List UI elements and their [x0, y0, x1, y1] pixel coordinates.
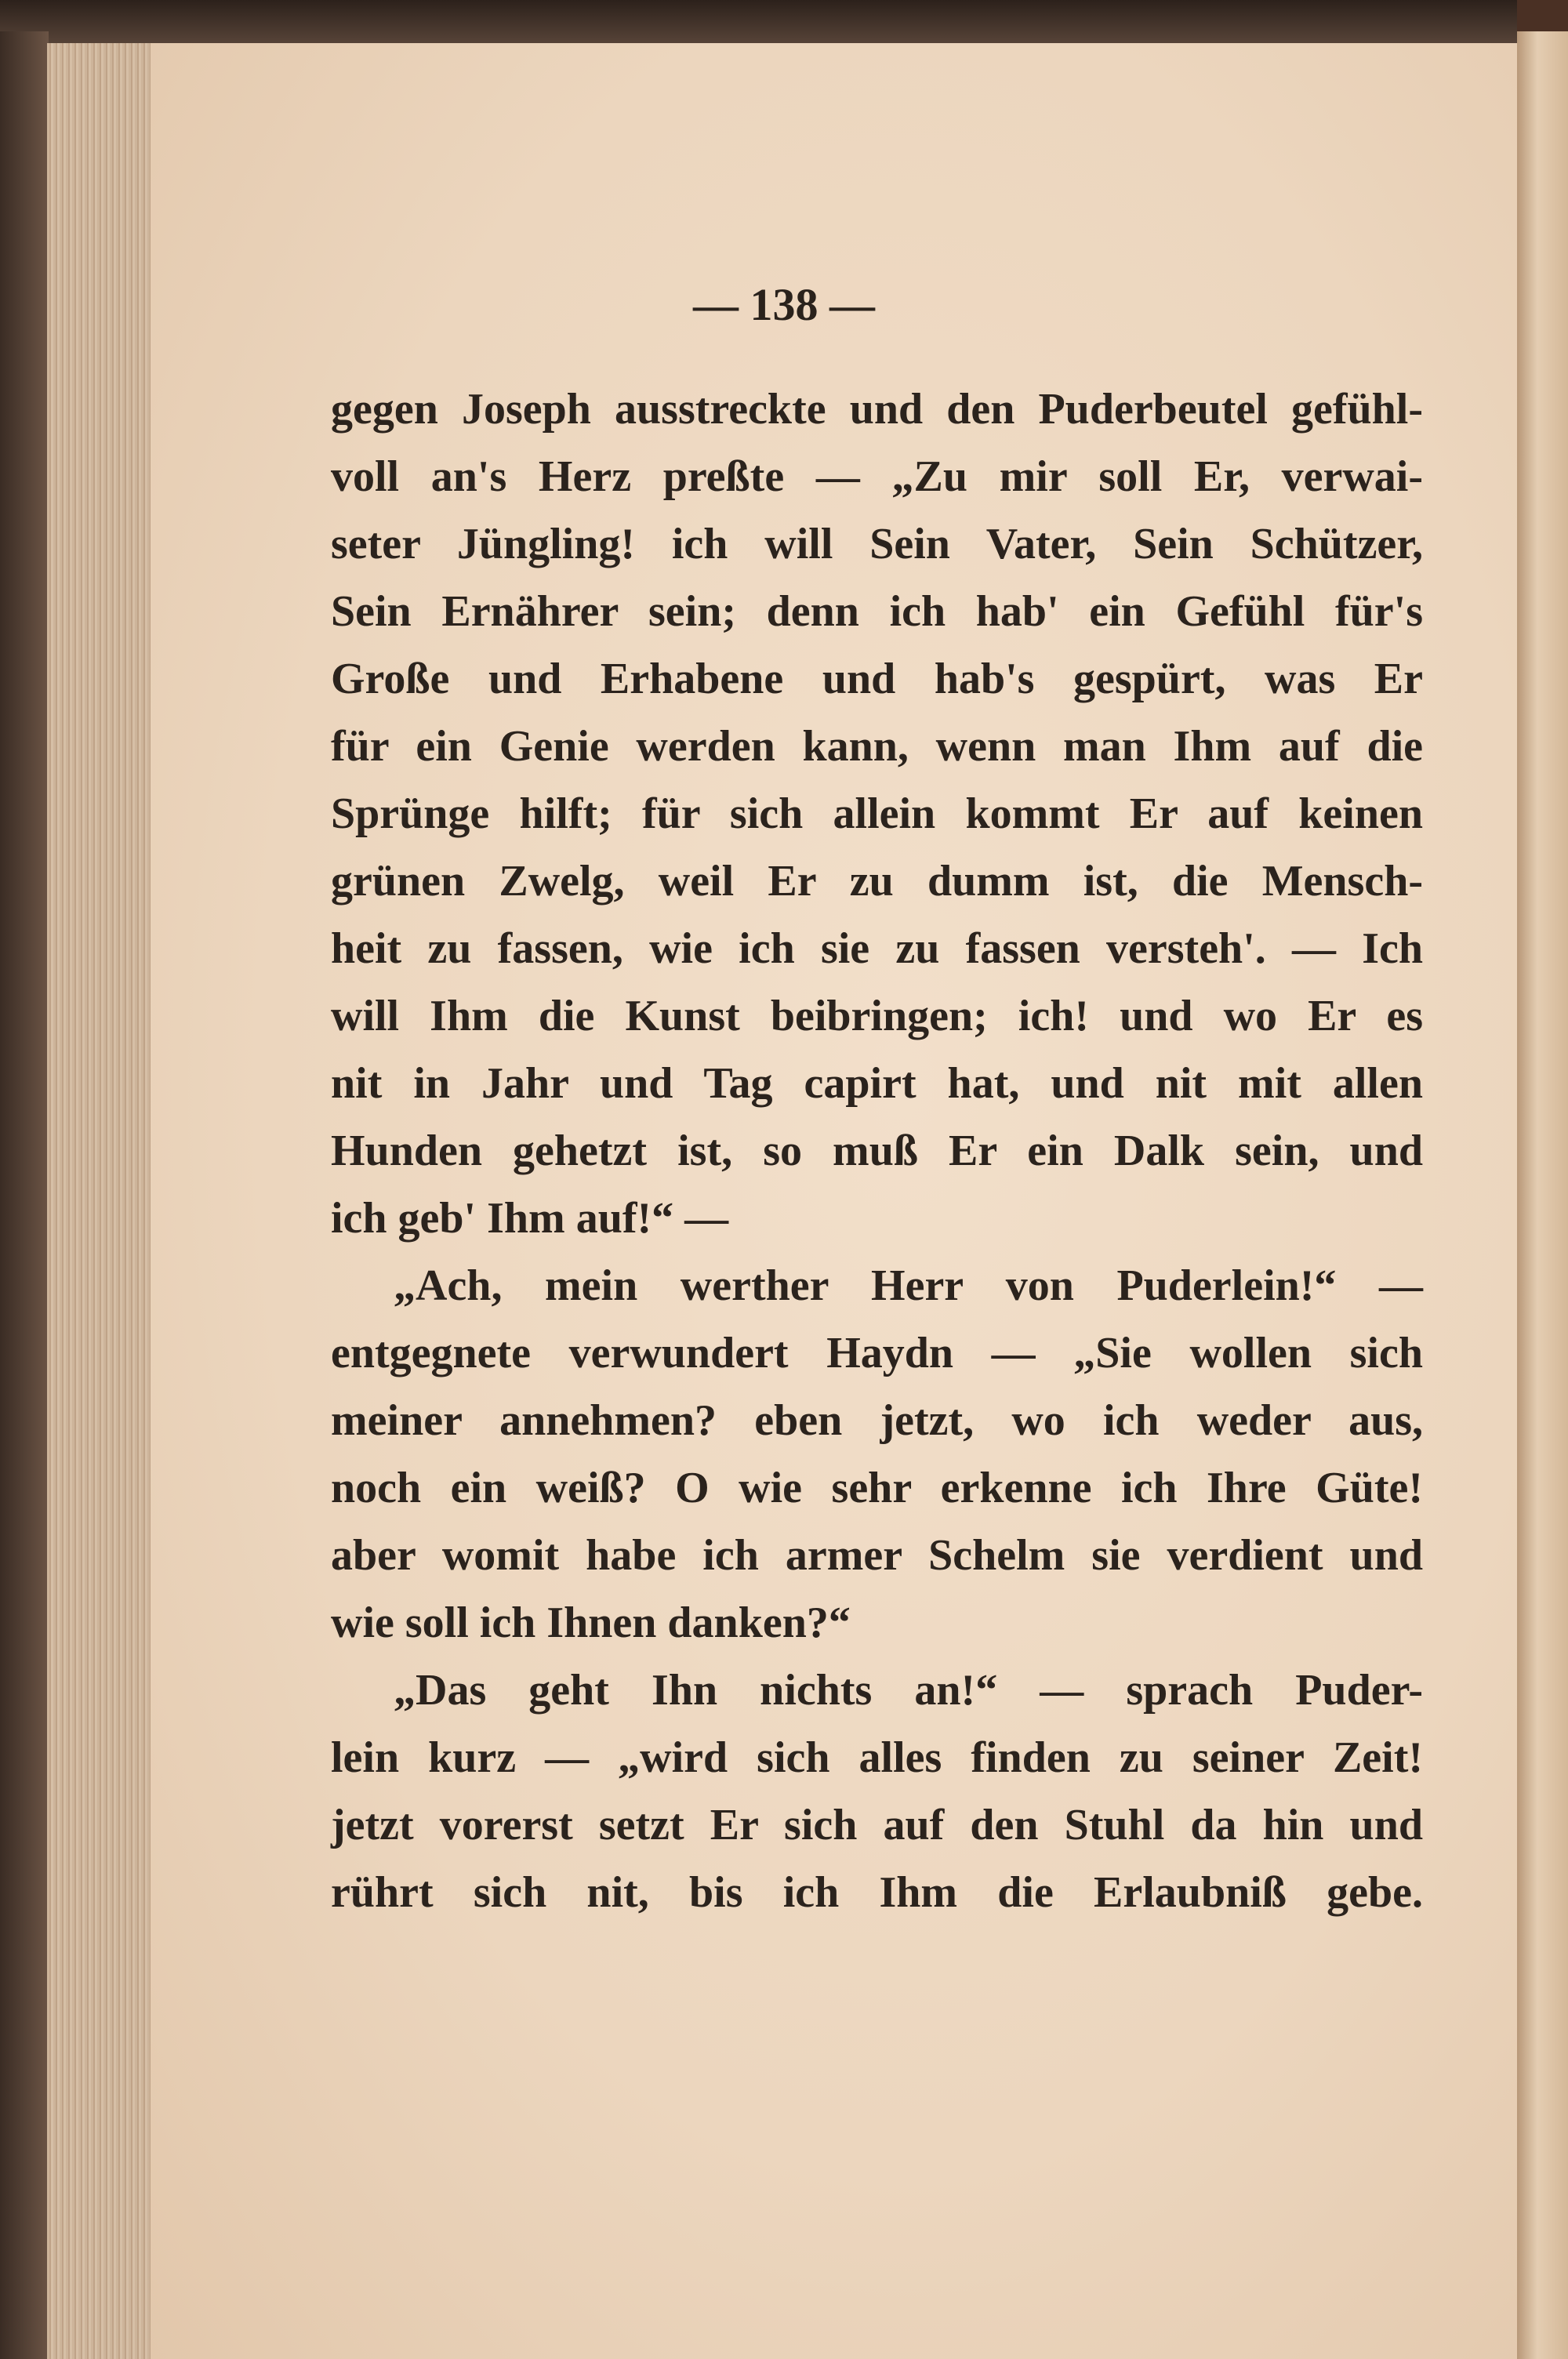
text-line: Große und Erhabene und hab's gespürt, was Er	[331, 655, 1423, 703]
text-line: Hunden gehetzt ist, so muß Er ein Dalk sein, und	[331, 1127, 1423, 1175]
text-line: entgegnete verwundert Haydn — „Sie wollen sich	[331, 1329, 1423, 1377]
text-line: nit in Jahr und Tag capirt hat, und nit mit allen	[331, 1059, 1423, 1108]
text-line: „Ach, mein werther Herr von Puderlein!“ —	[394, 1261, 1423, 1310]
text-line: „Das geht Ihn nichts an!“ — sprach Puder-	[394, 1666, 1423, 1715]
text-line: für ein Genie werden kann, wenn man Ihm auf die	[331, 722, 1423, 771]
next-page-edge	[1517, 31, 1568, 2359]
text-line: aber womit habe ich armer Schelm sie verdient und	[331, 1531, 1423, 1580]
text-line: meiner annehmen? eben jetzt, wo ich weder aus,	[331, 1396, 1423, 1445]
text-line: rührt sich nit, bis ich Ihm die Erlaubniß gebe.	[331, 1868, 1423, 1917]
text-line: Sein Ernährer sein; denn ich hab' ein Gefühl für's	[331, 587, 1423, 636]
text-line: will Ihm die Kunst beibringen; ich! und wo Er es	[331, 992, 1423, 1040]
scan-top-background	[0, 0, 1568, 47]
text-line: noch ein weiß? O wie sehr erkenne ich Ihre Güte!	[331, 1464, 1423, 1512]
text-line: wie soll ich Ihnen danken?“	[331, 1599, 851, 1647]
text-line: lein kurz — „wird sich alles finden zu seiner Zeit!	[331, 1733, 1423, 1782]
text-line: jetzt vorerst setzt Er sich auf den Stuhl da hin und	[331, 1801, 1423, 1849]
text-line: heit zu fassen, wie ich sie zu fassen versteh'. — Ich	[331, 924, 1423, 973]
page-number: — 138 —	[693, 279, 875, 330]
text-line: gegen Joseph ausstreckte und den Puderbeutel gefühl-	[331, 385, 1423, 434]
text-line: ich geb' Ihm auf!“ —	[331, 1194, 729, 1243]
text-line: grünen Zwelg, weil Er zu dumm ist, die Mensch-	[331, 857, 1423, 905]
text-line: Sprünge hilft; für sich allein kommt Er auf keinen	[331, 789, 1423, 838]
page-edges	[47, 43, 153, 2359]
text-line: seter Jüngling! ich will Sein Vater, Sein Schützer,	[331, 520, 1423, 568]
book-spine	[0, 31, 49, 2359]
text-line: voll an's Herz preßte — „Zu mir soll Er, verwai-	[331, 452, 1423, 501]
body-text	[331, 376, 1423, 1926]
